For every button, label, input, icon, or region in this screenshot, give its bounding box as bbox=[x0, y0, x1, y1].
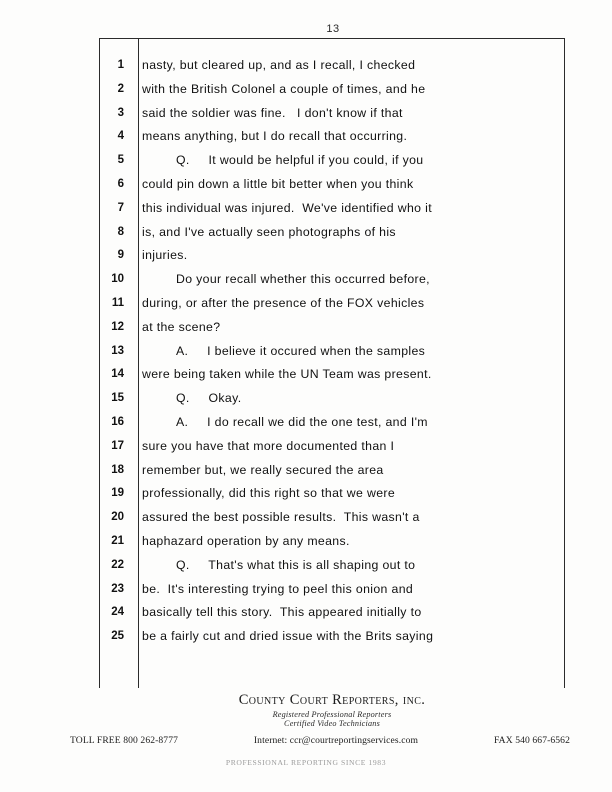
transcript-line bbox=[100, 483, 566, 507]
reporting-firm-footer bbox=[99, 692, 565, 728]
fax-block bbox=[494, 735, 570, 746]
bottom-stamp: PROFESSIONAL REPORTING SINCE 1983 bbox=[225, 758, 387, 767]
transcript-line bbox=[100, 602, 566, 626]
line-text: were being taken while the UN Team was present. bbox=[142, 367, 432, 382]
fax-label: FAX bbox=[493, 735, 513, 746]
internet-block bbox=[250, 735, 422, 746]
fax-number: 540 667-6562 bbox=[515, 735, 570, 746]
line-number: 18 bbox=[111, 463, 124, 476]
line-number: 17 bbox=[111, 439, 124, 452]
line-number: 11 bbox=[111, 296, 124, 309]
transcript-line bbox=[100, 245, 566, 269]
line-text: remember but, we really secured the area bbox=[142, 462, 384, 477]
transcript-line bbox=[100, 555, 566, 579]
transcript-body bbox=[99, 23, 565, 688]
transcript-line bbox=[100, 364, 566, 388]
line-number: 13 bbox=[111, 344, 124, 357]
transcript-line bbox=[100, 198, 566, 222]
line-text: this individual was injured. We've identified who it bbox=[142, 200, 432, 215]
transcript-lines bbox=[100, 55, 566, 650]
firm-name: County Court Reporters, inc. bbox=[238, 692, 426, 708]
line-text: be. It's interesting trying to peel this onion and bbox=[142, 581, 414, 596]
line-number: 10 bbox=[111, 273, 124, 286]
line-text: injuries. bbox=[142, 248, 188, 263]
line-text: said the soldier was fine. I don't know if that bbox=[142, 105, 403, 120]
firm-tagline-registered: Registered Professional Reporters bbox=[272, 710, 392, 719]
line-number: 14 bbox=[111, 368, 124, 381]
transcript-line bbox=[100, 269, 566, 293]
line-number: 1 bbox=[117, 59, 124, 71]
line-text: A. I believe it occured when the samples bbox=[176, 343, 426, 358]
line-text: A. I do recall we did the one test, and I'm bbox=[176, 414, 428, 429]
line-text: Q. Okay. bbox=[176, 391, 242, 406]
line-text: nasty, but cleared up, and as I recall, I checked bbox=[142, 58, 416, 72]
line-number: 2 bbox=[117, 82, 124, 95]
line-number: 20 bbox=[111, 511, 124, 524]
line-number: 12 bbox=[111, 320, 124, 333]
line-number: 7 bbox=[117, 201, 124, 214]
line-number: 5 bbox=[117, 154, 124, 167]
transcript-line bbox=[100, 150, 566, 174]
toll-free-number: 800 262-8777 bbox=[123, 735, 178, 746]
transcript-line bbox=[100, 531, 566, 555]
transcript-line bbox=[100, 460, 566, 484]
transcript-line bbox=[100, 626, 566, 650]
line-number: 15 bbox=[111, 392, 124, 405]
footer-contact-row bbox=[70, 735, 570, 746]
transcript-line bbox=[100, 579, 566, 603]
line-text: at the scene? bbox=[142, 319, 221, 334]
line-number: 25 bbox=[111, 630, 124, 643]
transcript-line bbox=[100, 507, 566, 531]
page-number: 13 bbox=[326, 23, 340, 35]
line-number: 3 bbox=[117, 106, 124, 119]
line-text: with the British Colonel a couple of times, and he bbox=[142, 81, 426, 96]
internet-email[interactable]: ccr@courtreportingservices.com bbox=[289, 735, 419, 746]
line-text: could pin down a little bit better when you think bbox=[142, 176, 414, 191]
line-number: 6 bbox=[117, 177, 124, 190]
line-text: basically tell this story. This appeared initially to bbox=[142, 605, 422, 620]
transcript-line bbox=[100, 174, 566, 198]
transcript-line bbox=[100, 126, 566, 150]
line-number: 9 bbox=[117, 249, 124, 262]
toll-free-label: TOLL FREE bbox=[70, 735, 121, 746]
transcript-line bbox=[100, 222, 566, 246]
line-number: 21 bbox=[111, 534, 124, 547]
transcript-line bbox=[100, 293, 566, 317]
transcript-line bbox=[100, 436, 566, 460]
line-number: 24 bbox=[111, 606, 124, 619]
line-number: 4 bbox=[117, 130, 124, 143]
line-text: during, or after the presence of the FOX vehicles bbox=[142, 295, 425, 310]
line-text: haphazard operation by any means. bbox=[142, 533, 350, 548]
line-text: is, and I've actually seen photographs of his bbox=[142, 224, 396, 239]
transcript-line bbox=[100, 341, 566, 365]
line-text: Q. It would be helpful if you could, if you bbox=[176, 153, 424, 168]
line-text: be a fairly cut and dried issue with the Brits saying bbox=[142, 629, 434, 644]
internet-label: Internet: bbox=[253, 735, 288, 746]
transcript-line bbox=[100, 55, 566, 79]
transcript-line bbox=[100, 79, 566, 103]
line-number: 19 bbox=[111, 487, 124, 500]
line-number: 22 bbox=[111, 558, 124, 571]
line-text: sure you have that more documented than I bbox=[142, 438, 395, 453]
transcript-line bbox=[100, 103, 566, 127]
firm-tagline-certified: Certified Video Technicians bbox=[284, 719, 380, 728]
transcript-line bbox=[100, 388, 566, 412]
transcript-line bbox=[100, 317, 566, 341]
line-text: means anything, but I do recall that occurring. bbox=[142, 129, 408, 144]
line-text: Q. That's what this is all shaping out to bbox=[176, 557, 416, 572]
line-text: professionally, did this right so that we were bbox=[142, 486, 396, 501]
line-text: Do your recall whether this occurred before, bbox=[176, 272, 430, 287]
line-number: 8 bbox=[117, 225, 124, 238]
line-number: 23 bbox=[111, 582, 124, 595]
toll-free-block bbox=[70, 735, 178, 746]
line-text: assured the best possible results. This wasn't a bbox=[142, 510, 420, 525]
transcript-line bbox=[100, 412, 566, 436]
line-number: 16 bbox=[111, 415, 124, 428]
